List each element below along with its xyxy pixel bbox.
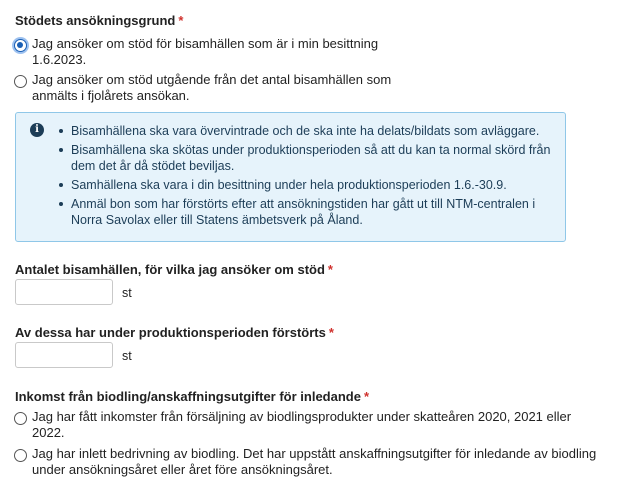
application-basis-label bbox=[15, 13, 183, 28]
radio-label-line2: anmälts i fjolårets ansökan. bbox=[32, 88, 190, 103]
info-item-text-cont: dem det år då stödet beviljas. bbox=[71, 159, 235, 173]
info-list-item bbox=[57, 177, 552, 193]
radio-label-line1: Jag ansöker om stöd för bisamhällen som är i min besittning bbox=[32, 36, 379, 51]
hive-count-label-text: Antalet bisamhällen, för vilka jag ansöker om stöd bbox=[15, 262, 325, 277]
radio-label-line1: Jag ansöker om stöd utgående från det antal bisamhällen som bbox=[32, 72, 392, 87]
info-box bbox=[15, 112, 566, 242]
info-item-text: Bisamhällena ska vara övervintrade och de ska inte ha delats/bildats som avläggare. bbox=[71, 124, 540, 138]
info-item-text-cont: Norra Savolax eller till Statens ämbetsverk på Åland. bbox=[71, 213, 363, 227]
required-mark: * bbox=[363, 389, 370, 404]
hive-count-unit: st bbox=[122, 286, 132, 300]
radio-button-income[interactable] bbox=[14, 412, 27, 425]
info-item-text: Bisamhällena ska skötas under produktionsperioden så att du kan ta normal skörd från bbox=[71, 143, 551, 157]
info-list-item bbox=[57, 142, 552, 174]
radio-button-possession[interactable] bbox=[14, 39, 27, 52]
radio-label-line2: 2022. bbox=[32, 425, 65, 440]
radio-option-income[interactable] bbox=[14, 409, 571, 441]
radio-label-line1: Jag har fått inkomster från försäljning av biodlingsprodukter under skatteåren 2020, 2021 eller bbox=[32, 409, 572, 424]
radio-button-last-year[interactable] bbox=[14, 75, 27, 88]
hive-count-input[interactable] bbox=[15, 279, 113, 305]
radio-label-possession bbox=[32, 36, 378, 68]
radio-label-line1: Jag har inlett bedrivning av biodling. Det har uppstått anskaffningsutgifter för inledande av biodling bbox=[32, 446, 597, 461]
radio-label-last-year bbox=[32, 72, 391, 104]
destroyed-count-input[interactable] bbox=[15, 342, 113, 368]
radio-option-start-up[interactable] bbox=[14, 446, 596, 478]
required-mark: * bbox=[178, 13, 184, 28]
required-mark: * bbox=[327, 262, 333, 277]
required-mark: * bbox=[328, 325, 334, 340]
info-list bbox=[57, 123, 552, 231]
radio-label-line2: under ansökningsåret eller året före ansökningsåret. bbox=[32, 462, 333, 477]
info-list-item bbox=[57, 123, 552, 139]
income-label-text: Inkomst från biodling/anskaffningsutgifter för inledande bbox=[15, 389, 361, 404]
destroyed-count-label-text: Av dessa har under produktionsperioden förstörts bbox=[15, 325, 326, 340]
info-item-text: Samhällena ska vara i din besittning under hela produktionsperioden 1.6.-30.9. bbox=[71, 178, 507, 192]
radio-label-income bbox=[32, 409, 571, 441]
info-circle-icon: i bbox=[30, 123, 44, 137]
income-label bbox=[15, 389, 369, 404]
info-list-item bbox=[57, 196, 552, 228]
hive-count-label bbox=[15, 262, 333, 277]
radio-label-line2: 1.6.2023. bbox=[32, 52, 87, 67]
radio-button-start-up[interactable] bbox=[14, 449, 27, 462]
radio-label-start-up bbox=[32, 446, 596, 478]
info-item-text: Anmäl bon som har förstörts efter att ansökningstiden har gått ut till NTM-centralen i bbox=[71, 197, 536, 211]
radio-option-last-year[interactable] bbox=[14, 72, 391, 104]
destroyed-count-unit: st bbox=[122, 349, 132, 363]
application-basis-label-text: Stödets ansökningsgrund bbox=[15, 13, 176, 28]
radio-option-possession[interactable] bbox=[14, 36, 378, 68]
destroyed-count-label bbox=[15, 325, 334, 340]
